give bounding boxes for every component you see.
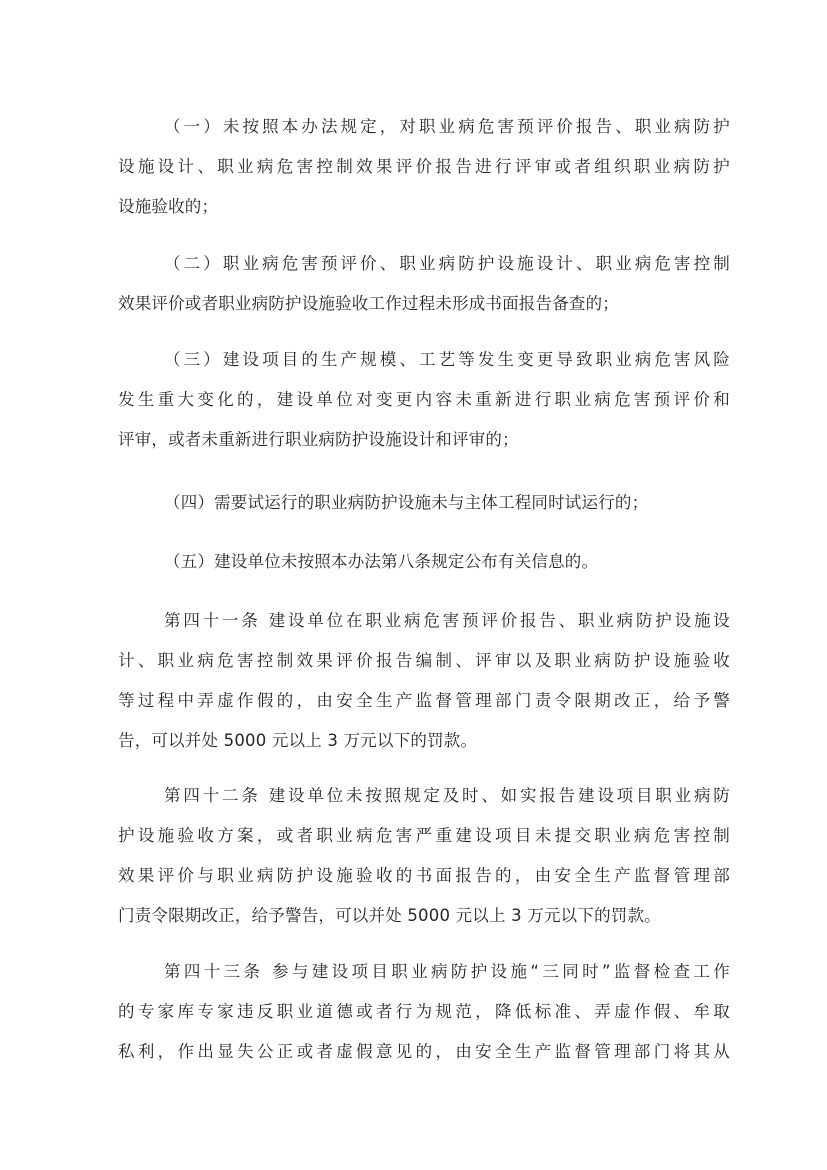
text-line: （二）职业病危害预评价、职业病防护设施设计、职业病危害控制 <box>164 254 730 273</box>
text-line: （三）建设项目的生产规模、工艺等发生变更导致职业病危害风险 <box>164 350 730 369</box>
text-line: 第四十二条 建设单位未按照规定及时、如实报告建设项目职业病防 <box>164 786 730 805</box>
text-line: 私利，作出显失公正或者虚假意见的，由安全生产监督管理部门将其从 <box>118 1042 730 1061</box>
text-line: （五）建设单位未按照本办法第八条规定公布有关信息的。 <box>164 552 599 571</box>
text-line: （四）需要试运行的职业病防护设施未与主体工程同时试运行的； <box>164 493 649 512</box>
text-line: 第四十一条 建设单位在职业病危害预评价报告、职业病防护设施设 <box>164 611 730 630</box>
text-line: 设施设计、职业病危害控制效果评价报告进行评审或者组织职业病防护 <box>118 157 730 176</box>
text-line: 发生重大变化的，建设单位对变更内容未重新进行职业病危害预评价和 <box>118 390 730 409</box>
text-line: 评审，或者未重新进行职业病防护设施设计和评审的； <box>118 430 519 449</box>
article-42-paragraph <box>118 776 730 936</box>
item-1-paragraph <box>118 107 730 227</box>
text-line: 设施验收的； <box>118 197 219 216</box>
item-4-paragraph <box>118 483 730 523</box>
text-line: 的专家库专家违反职业道德或者行为规范，降低标准、弄虚作假、牟取 <box>118 1002 730 1021</box>
item-2-paragraph <box>118 244 730 324</box>
text-line: 等过程中弄虚作假的，由安全生产监督管理部门责令限期改正，给予警 <box>118 691 730 710</box>
item-5-paragraph <box>118 542 730 582</box>
item-3-paragraph <box>118 340 730 460</box>
text-line: 计、职业病危害控制效果评价报告编制、评审以及职业病防护设施验收 <box>118 651 730 670</box>
article-41-paragraph <box>118 601 730 761</box>
article-43-paragraph <box>118 952 730 1072</box>
text-line: 效果评价与职业病防护设施验收的书面报告的，由安全生产监督管理部 <box>118 866 730 885</box>
text-line: 效果评价或者职业病防护设施验收工作过程未形成书面报告备查的； <box>118 294 619 313</box>
text-line: 门责令限期改正，给予警告，可以并处 5000 元以上 3 万元以下的罚款。 <box>118 906 661 925</box>
text-line: 护设施验收方案，或者职业病危害严重建设项目未提交职业病危害控制 <box>118 826 730 845</box>
text-line: （一）未按照本办法规定，对职业病危害预评价报告、职业病防护 <box>164 117 730 136</box>
text-line: 第四十三条 参与建设项目职业病防护设施“三同时”监督检查工作 <box>164 962 730 981</box>
text-line: 告，可以并处 5000 元以上 3 万元以下的罚款。 <box>118 731 478 750</box>
